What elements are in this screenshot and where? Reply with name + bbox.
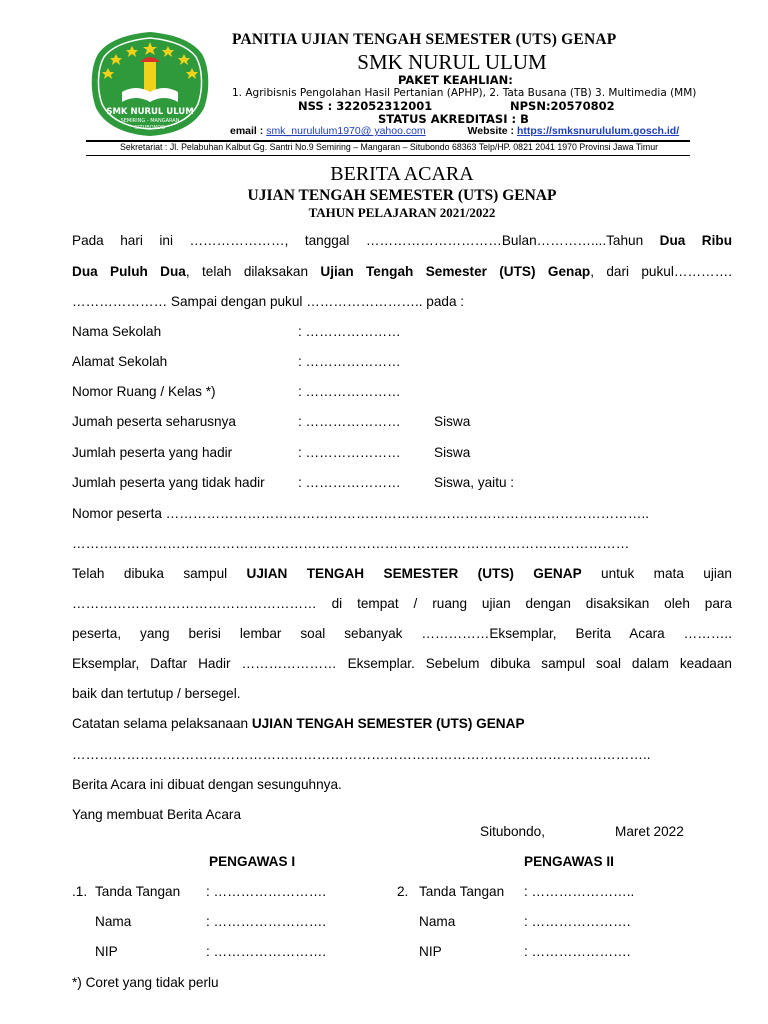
field-value-peserta-hadir: : ………………… [298, 445, 401, 460]
catatan-line [72, 716, 525, 731]
pengawas-2-number: 2. [397, 884, 409, 899]
pengawas-2-ttd-value: : ………………….. [524, 884, 635, 899]
website-link[interactable]: https://smksnurululum.gosch.id/ [516, 125, 680, 137]
closing-made-by: Yang membuat Berita Acara [72, 807, 242, 822]
committee-title: PANITIA UJIAN TENGAH SEMESTER (UTS) GENAP [232, 31, 617, 48]
opening-bold-2: Dua Puluh Dua [72, 264, 186, 279]
paragraph2-line-3: peserta, yang berisi lembar soal sebanyak ……………Eksemplar, Berita Acara ……….. [72, 626, 732, 641]
email-link[interactable]: smk_nurululum1970@ yahoo.com [266, 125, 426, 137]
field-suffix-peserta-seharusnya: Siswa [434, 414, 471, 429]
paragraph2-line-1 [72, 566, 732, 581]
closing-statement: Berita Acara ini dibuat dengan sesunguhnya. [72, 777, 342, 792]
paragraph2-bold: UJIAN TENGAH SEMESTER (UTS) GENAP [246, 566, 582, 581]
logo-text-city: SITUBONDO [134, 125, 166, 131]
logo-text-location: SEMIRING - MANGARAN [120, 118, 180, 124]
opening-line-3: ………………… Sampai dengan pukul …………………….. pada : [72, 294, 465, 309]
school-name: SMK NURUL ULUM [357, 50, 547, 74]
opening-text-3: , dari pukul…………. [590, 264, 733, 279]
field-suffix-peserta-hadir: Siswa [434, 445, 471, 460]
pengawas-2-nip-label: NIP [419, 944, 442, 959]
opening-bold-1: Dua Ribu [659, 233, 732, 248]
pengawas-1-ttd-value: : ……………………. [206, 884, 327, 899]
pengawas-1-nip-value: : ……………………. [206, 944, 327, 959]
field-label-peserta-tidak-hadir: Jumlah peserta yang tidak hadir [72, 475, 265, 490]
pengawas-1-nama-value: : ……………………. [206, 914, 327, 929]
pengawas-2-title: PENGAWAS II [524, 854, 614, 869]
catatan-label: Catatan selama pelaksanaan [72, 716, 252, 731]
paket-list: 1. Agribisnis Pengolahan Hasil Pertanian (APHP), 2. Tata Busana (TB) 3. Multimedia (MM) [232, 87, 697, 99]
field-value-peserta-seharusnya: : ………………… [298, 414, 401, 429]
opening-line-1 [72, 233, 732, 248]
closing-place: Situbondo, [480, 824, 546, 839]
field-label-alamat-sekolah: Alamat Sekolah [72, 354, 168, 369]
field-label-nama-sekolah: Nama Sekolah [72, 324, 162, 339]
nomor-peserta-line: Nomor peserta …………………………………………………………………………………………….. [72, 506, 650, 521]
pengawas-1-title: PENGAWAS I [209, 854, 296, 869]
academic-year: TAHUN PELAJARAN 2021/2022 [308, 205, 496, 220]
catatan-dotted-line: ……………………………………………………………………………………………………………….. [72, 747, 651, 762]
opening-bold-3: Ujian Tengah Semester (UTS) Genap [320, 264, 591, 279]
pengawas-1-number: .1. [72, 884, 88, 899]
field-value-alamat-sekolah: : ………………… [298, 354, 401, 369]
pengawas-2-nama-label: Nama [419, 914, 456, 929]
paket-title: PAKET KEAHLIAN: [398, 73, 513, 87]
nss: NSS : 322052312001 [298, 99, 433, 113]
field-label-nomor-ruang: Nomor Ruang / Kelas *) [72, 384, 216, 399]
field-value-nomor-ruang: : ………………… [298, 384, 401, 399]
field-value-nama-sekolah: : ………………… [298, 324, 401, 339]
pengawas-1-nama-label: Nama [95, 914, 132, 929]
field-label-peserta-seharusnya: Jumah peserta seharusnya [72, 414, 236, 429]
pengawas-2-nip-value: : …………………. [524, 944, 631, 959]
paragraph2-text-2: untuk mata ujian [581, 566, 732, 581]
field-label-peserta-hadir: Jumlah peserta yang hadir [72, 445, 233, 460]
field-suffix-peserta-tidak-hadir: Siswa, yaitu : [434, 475, 515, 490]
paragraph2-line-5: baik dan tertutup / bersegel. [72, 686, 241, 701]
nomor-peserta-continuation: …………………………………………………………………………………………………………… [72, 536, 630, 551]
akreditasi: STATUS AKREDITASI : B [378, 112, 529, 126]
logo-text-school: SMK NURUL ULUM [106, 107, 194, 117]
contact-line [230, 125, 679, 137]
pengawas-2-nama-value: : …………………. [524, 914, 631, 929]
pengawas-1-nip-label: NIP [95, 944, 118, 959]
npsn: NPSN:20570802 [510, 99, 615, 113]
document-title: BERITA ACARA [330, 163, 474, 185]
secretariat-address: Sekretariat : Jl. Pelabuhan Kalbut Gg. Santri No.9 Semiring – Mangaran – Situbondo 68363 Telp/HP. 0821 2041 1970 Provinsi Jawa Timur [119, 142, 659, 152]
closing-date: Maret 2022 [615, 824, 684, 839]
letterhead-divider-bottom [86, 155, 690, 156]
field-value-peserta-tidak-hadir: : ………………… [298, 475, 401, 490]
opening-text-2: , telah dilaksakan [185, 264, 321, 279]
footnote: *) Coret yang tidak perlu [72, 975, 219, 990]
opening-line-2 [72, 264, 732, 279]
opening-text-1: Pada hari ini …………………, tanggal …………………………Bulan…………....Tahun [72, 233, 644, 248]
document-subtitle: UJIAN TENGAH SEMESTER (UTS) GENAP [247, 187, 557, 204]
email-label: email : [230, 125, 267, 137]
catatan-bold: UJIAN TENGAH SEMESTER (UTS) GENAP [251, 716, 525, 731]
paragraph2-text-1: Telah dibuka sampul [72, 566, 247, 581]
pengawas-2-ttd-label: Tanda Tangan [419, 884, 505, 899]
pengawas-1-ttd-label: Tanda Tangan [95, 884, 181, 899]
paragraph2-line-2: ……………………………………………… di tempat / ruang ujian dengan disaksikan oleh para [72, 596, 732, 611]
website-label: Website : [467, 125, 517, 137]
paragraph2-line-4: Eksemplar, Daftar Hadir ………………… Eksemplar. Sebelum dibuka sampul soal dalam keadaan [72, 656, 732, 671]
school-logo [88, 30, 212, 138]
